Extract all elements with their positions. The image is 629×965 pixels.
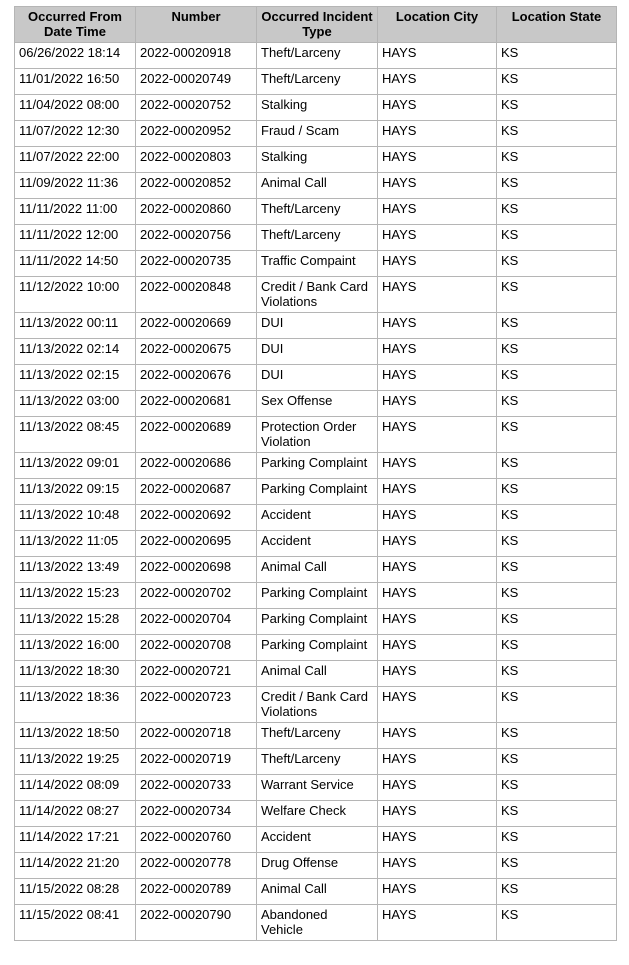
cell-number: 2022-00020952 xyxy=(136,121,257,147)
cell-location-city: HAYS xyxy=(378,95,497,121)
cell-location-city: HAYS xyxy=(378,609,497,635)
cell-location-city: HAYS xyxy=(378,505,497,531)
cell-number: 2022-00020860 xyxy=(136,199,257,225)
cell-incident-type: Welfare Check xyxy=(257,801,378,827)
cell-location-state: KS xyxy=(497,827,617,853)
table-row xyxy=(15,801,617,827)
cell-incident-type: Accident xyxy=(257,505,378,531)
cell-occurred-from: 11/12/2022 10:00 xyxy=(15,277,136,313)
column-header-number: Number xyxy=(136,7,257,43)
cell-number: 2022-00020723 xyxy=(136,687,257,723)
table-row xyxy=(15,225,617,251)
cell-number: 2022-00020752 xyxy=(136,95,257,121)
cell-number: 2022-00020734 xyxy=(136,801,257,827)
cell-location-state: KS xyxy=(497,749,617,775)
cell-incident-type: Theft/Larceny xyxy=(257,723,378,749)
cell-number: 2022-00020704 xyxy=(136,609,257,635)
cell-number: 2022-00020681 xyxy=(136,391,257,417)
header-row xyxy=(15,7,617,43)
cell-location-state: KS xyxy=(497,391,617,417)
cell-location-city: HAYS xyxy=(378,583,497,609)
cell-number: 2022-00020721 xyxy=(136,661,257,687)
cell-occurred-from: 11/14/2022 21:20 xyxy=(15,853,136,879)
cell-occurred-from: 11/07/2022 12:30 xyxy=(15,121,136,147)
cell-location-city: HAYS xyxy=(378,365,497,391)
cell-location-state: KS xyxy=(497,801,617,827)
cell-location-city: HAYS xyxy=(378,801,497,827)
cell-number: 2022-00020702 xyxy=(136,583,257,609)
cell-location-state: KS xyxy=(497,557,617,583)
cell-incident-type: DUI xyxy=(257,339,378,365)
cell-number: 2022-00020735 xyxy=(136,251,257,277)
cell-location-city: HAYS xyxy=(378,313,497,339)
cell-number: 2022-00020686 xyxy=(136,453,257,479)
cell-location-city: HAYS xyxy=(378,749,497,775)
table-row xyxy=(15,121,617,147)
cell-location-state: KS xyxy=(497,505,617,531)
cell-occurred-from: 11/15/2022 08:41 xyxy=(15,905,136,941)
cell-incident-type: Theft/Larceny xyxy=(257,43,378,69)
table-row xyxy=(15,43,617,69)
cell-occurred-from: 11/13/2022 08:45 xyxy=(15,417,136,453)
cell-incident-type: Traffic Compaint xyxy=(257,251,378,277)
cell-location-state: KS xyxy=(497,661,617,687)
cell-incident-type: Parking Complaint xyxy=(257,453,378,479)
cell-location-state: KS xyxy=(497,775,617,801)
table-row xyxy=(15,147,617,173)
cell-number: 2022-00020669 xyxy=(136,313,257,339)
cell-location-city: HAYS xyxy=(378,417,497,453)
cell-location-city: HAYS xyxy=(378,391,497,417)
cell-incident-type: Fraud / Scam xyxy=(257,121,378,147)
cell-number: 2022-00020778 xyxy=(136,853,257,879)
table-row xyxy=(15,173,617,199)
cell-number: 2022-00020918 xyxy=(136,43,257,69)
cell-location-state: KS xyxy=(497,905,617,941)
cell-number: 2022-00020760 xyxy=(136,827,257,853)
cell-location-state: KS xyxy=(497,339,617,365)
cell-occurred-from: 11/15/2022 08:28 xyxy=(15,879,136,905)
cell-location-state: KS xyxy=(497,199,617,225)
cell-location-city: HAYS xyxy=(378,661,497,687)
cell-incident-type: Animal Call xyxy=(257,879,378,905)
cell-incident-type: Sex Offense xyxy=(257,391,378,417)
cell-occurred-from: 11/13/2022 02:14 xyxy=(15,339,136,365)
cell-occurred-from: 11/13/2022 09:15 xyxy=(15,479,136,505)
cell-number: 2022-00020675 xyxy=(136,339,257,365)
cell-location-city: HAYS xyxy=(378,69,497,95)
cell-occurred-from: 11/13/2022 18:50 xyxy=(15,723,136,749)
cell-number: 2022-00020803 xyxy=(136,147,257,173)
cell-incident-type: Abandoned Vehicle xyxy=(257,905,378,941)
cell-location-state: KS xyxy=(497,225,617,251)
cell-occurred-from: 11/13/2022 02:15 xyxy=(15,365,136,391)
cell-location-state: KS xyxy=(497,365,617,391)
cell-number: 2022-00020790 xyxy=(136,905,257,941)
table-row xyxy=(15,775,617,801)
table-body xyxy=(15,43,617,941)
cell-incident-type: Theft/Larceny xyxy=(257,69,378,95)
cell-location-city: HAYS xyxy=(378,775,497,801)
cell-number: 2022-00020676 xyxy=(136,365,257,391)
cell-occurred-from: 06/26/2022 18:14 xyxy=(15,43,136,69)
table-row xyxy=(15,661,617,687)
cell-location-city: HAYS xyxy=(378,723,497,749)
cell-occurred-from: 11/14/2022 08:09 xyxy=(15,775,136,801)
table-row xyxy=(15,391,617,417)
cell-number: 2022-00020749 xyxy=(136,69,257,95)
table-row xyxy=(15,95,617,121)
cell-location-city: HAYS xyxy=(378,687,497,723)
cell-occurred-from: 11/11/2022 11:00 xyxy=(15,199,136,225)
cell-location-state: KS xyxy=(497,121,617,147)
cell-incident-type: Credit / Bank Card Violations xyxy=(257,277,378,313)
cell-number: 2022-00020698 xyxy=(136,557,257,583)
cell-occurred-from: 11/04/2022 08:00 xyxy=(15,95,136,121)
table-row xyxy=(15,853,617,879)
column-header-location-city: Location City xyxy=(378,7,497,43)
incident-report-table xyxy=(14,6,617,941)
cell-occurred-from: 11/13/2022 09:01 xyxy=(15,453,136,479)
cell-location-state: KS xyxy=(497,417,617,453)
cell-location-city: HAYS xyxy=(378,557,497,583)
cell-occurred-from: 11/13/2022 03:00 xyxy=(15,391,136,417)
cell-incident-type: Accident xyxy=(257,531,378,557)
cell-incident-type: Parking Complaint xyxy=(257,583,378,609)
cell-occurred-from: 11/01/2022 16:50 xyxy=(15,69,136,95)
cell-location-city: HAYS xyxy=(378,453,497,479)
column-header-occurred-from: Occurred From Date Time xyxy=(15,7,136,43)
cell-incident-type: Stalking xyxy=(257,147,378,173)
table-row xyxy=(15,749,617,775)
cell-location-city: HAYS xyxy=(378,879,497,905)
cell-incident-type: Drug Offense xyxy=(257,853,378,879)
cell-number: 2022-00020708 xyxy=(136,635,257,661)
cell-location-city: HAYS xyxy=(378,121,497,147)
cell-location-state: KS xyxy=(497,173,617,199)
table-row xyxy=(15,199,617,225)
table-row xyxy=(15,827,617,853)
cell-occurred-from: 11/11/2022 12:00 xyxy=(15,225,136,251)
cell-location-city: HAYS xyxy=(378,277,497,313)
cell-incident-type: Stalking xyxy=(257,95,378,121)
table-row xyxy=(15,609,617,635)
cell-occurred-from: 11/13/2022 00:11 xyxy=(15,313,136,339)
cell-occurred-from: 11/13/2022 18:36 xyxy=(15,687,136,723)
cell-location-city: HAYS xyxy=(378,635,497,661)
table-row xyxy=(15,879,617,905)
table-row xyxy=(15,505,617,531)
cell-location-state: KS xyxy=(497,879,617,905)
cell-location-city: HAYS xyxy=(378,147,497,173)
cell-occurred-from: 11/14/2022 08:27 xyxy=(15,801,136,827)
table-row xyxy=(15,339,617,365)
table-row xyxy=(15,557,617,583)
cell-location-state: KS xyxy=(497,853,617,879)
cell-number: 2022-00020852 xyxy=(136,173,257,199)
cell-location-state: KS xyxy=(497,69,617,95)
cell-location-state: KS xyxy=(497,313,617,339)
table-row xyxy=(15,583,617,609)
cell-occurred-from: 11/13/2022 10:48 xyxy=(15,505,136,531)
cell-location-state: KS xyxy=(497,583,617,609)
cell-incident-type: Animal Call xyxy=(257,557,378,583)
cell-location-city: HAYS xyxy=(378,827,497,853)
cell-number: 2022-00020789 xyxy=(136,879,257,905)
cell-location-city: HAYS xyxy=(378,199,497,225)
cell-location-city: HAYS xyxy=(378,251,497,277)
table-row xyxy=(15,687,617,723)
cell-location-state: KS xyxy=(497,453,617,479)
cell-location-city: HAYS xyxy=(378,339,497,365)
cell-location-state: KS xyxy=(497,531,617,557)
cell-occurred-from: 11/13/2022 16:00 xyxy=(15,635,136,661)
table-row xyxy=(15,453,617,479)
cell-number: 2022-00020692 xyxy=(136,505,257,531)
cell-incident-type: DUI xyxy=(257,365,378,391)
cell-incident-type: Parking Complaint xyxy=(257,635,378,661)
cell-occurred-from: 11/13/2022 11:05 xyxy=(15,531,136,557)
cell-location-city: HAYS xyxy=(378,531,497,557)
cell-location-state: KS xyxy=(497,687,617,723)
cell-location-state: KS xyxy=(497,609,617,635)
cell-number: 2022-00020689 xyxy=(136,417,257,453)
table-row xyxy=(15,723,617,749)
cell-occurred-from: 11/13/2022 19:25 xyxy=(15,749,136,775)
cell-location-state: KS xyxy=(497,479,617,505)
cell-location-state: KS xyxy=(497,723,617,749)
table-row xyxy=(15,635,617,661)
table-row xyxy=(15,251,617,277)
cell-incident-type: Credit / Bank Card Violations xyxy=(257,687,378,723)
cell-incident-type: DUI xyxy=(257,313,378,339)
cell-occurred-from: 11/13/2022 15:23 xyxy=(15,583,136,609)
table-row xyxy=(15,69,617,95)
cell-occurred-from: 11/13/2022 18:30 xyxy=(15,661,136,687)
cell-number: 2022-00020718 xyxy=(136,723,257,749)
table-row xyxy=(15,531,617,557)
cell-incident-type: Warrant Service xyxy=(257,775,378,801)
cell-number: 2022-00020756 xyxy=(136,225,257,251)
cell-incident-type: Protection Order Violation xyxy=(257,417,378,453)
cell-incident-type: Animal Call xyxy=(257,173,378,199)
cell-occurred-from: 11/14/2022 17:21 xyxy=(15,827,136,853)
cell-number: 2022-00020848 xyxy=(136,277,257,313)
table-row xyxy=(15,905,617,941)
cell-location-city: HAYS xyxy=(378,853,497,879)
cell-incident-type: Theft/Larceny xyxy=(257,749,378,775)
cell-location-city: HAYS xyxy=(378,479,497,505)
cell-incident-type: Accident xyxy=(257,827,378,853)
cell-location-city: HAYS xyxy=(378,225,497,251)
cell-occurred-from: 11/09/2022 11:36 xyxy=(15,173,136,199)
table-row xyxy=(15,313,617,339)
cell-occurred-from: 11/13/2022 13:49 xyxy=(15,557,136,583)
cell-location-city: HAYS xyxy=(378,43,497,69)
cell-location-state: KS xyxy=(497,147,617,173)
cell-location-state: KS xyxy=(497,251,617,277)
cell-location-city: HAYS xyxy=(378,173,497,199)
table-row xyxy=(15,417,617,453)
cell-incident-type: Theft/Larceny xyxy=(257,199,378,225)
cell-number: 2022-00020695 xyxy=(136,531,257,557)
cell-occurred-from: 11/07/2022 22:00 xyxy=(15,147,136,173)
cell-incident-type: Parking Complaint xyxy=(257,479,378,505)
column-header-incident-type: Occurred Incident Type xyxy=(257,7,378,43)
cell-number: 2022-00020719 xyxy=(136,749,257,775)
cell-location-state: KS xyxy=(497,635,617,661)
cell-occurred-from: 11/11/2022 14:50 xyxy=(15,251,136,277)
table-row xyxy=(15,479,617,505)
cell-incident-type: Theft/Larceny xyxy=(257,225,378,251)
table-row xyxy=(15,365,617,391)
cell-occurred-from: 11/13/2022 15:28 xyxy=(15,609,136,635)
table-row xyxy=(15,277,617,313)
cell-incident-type: Animal Call xyxy=(257,661,378,687)
cell-incident-type: Parking Complaint xyxy=(257,609,378,635)
cell-location-state: KS xyxy=(497,277,617,313)
cell-location-state: KS xyxy=(497,95,617,121)
cell-number: 2022-00020687 xyxy=(136,479,257,505)
cell-location-city: HAYS xyxy=(378,905,497,941)
cell-location-state: KS xyxy=(497,43,617,69)
column-header-location-state: Location State xyxy=(497,7,617,43)
cell-number: 2022-00020733 xyxy=(136,775,257,801)
